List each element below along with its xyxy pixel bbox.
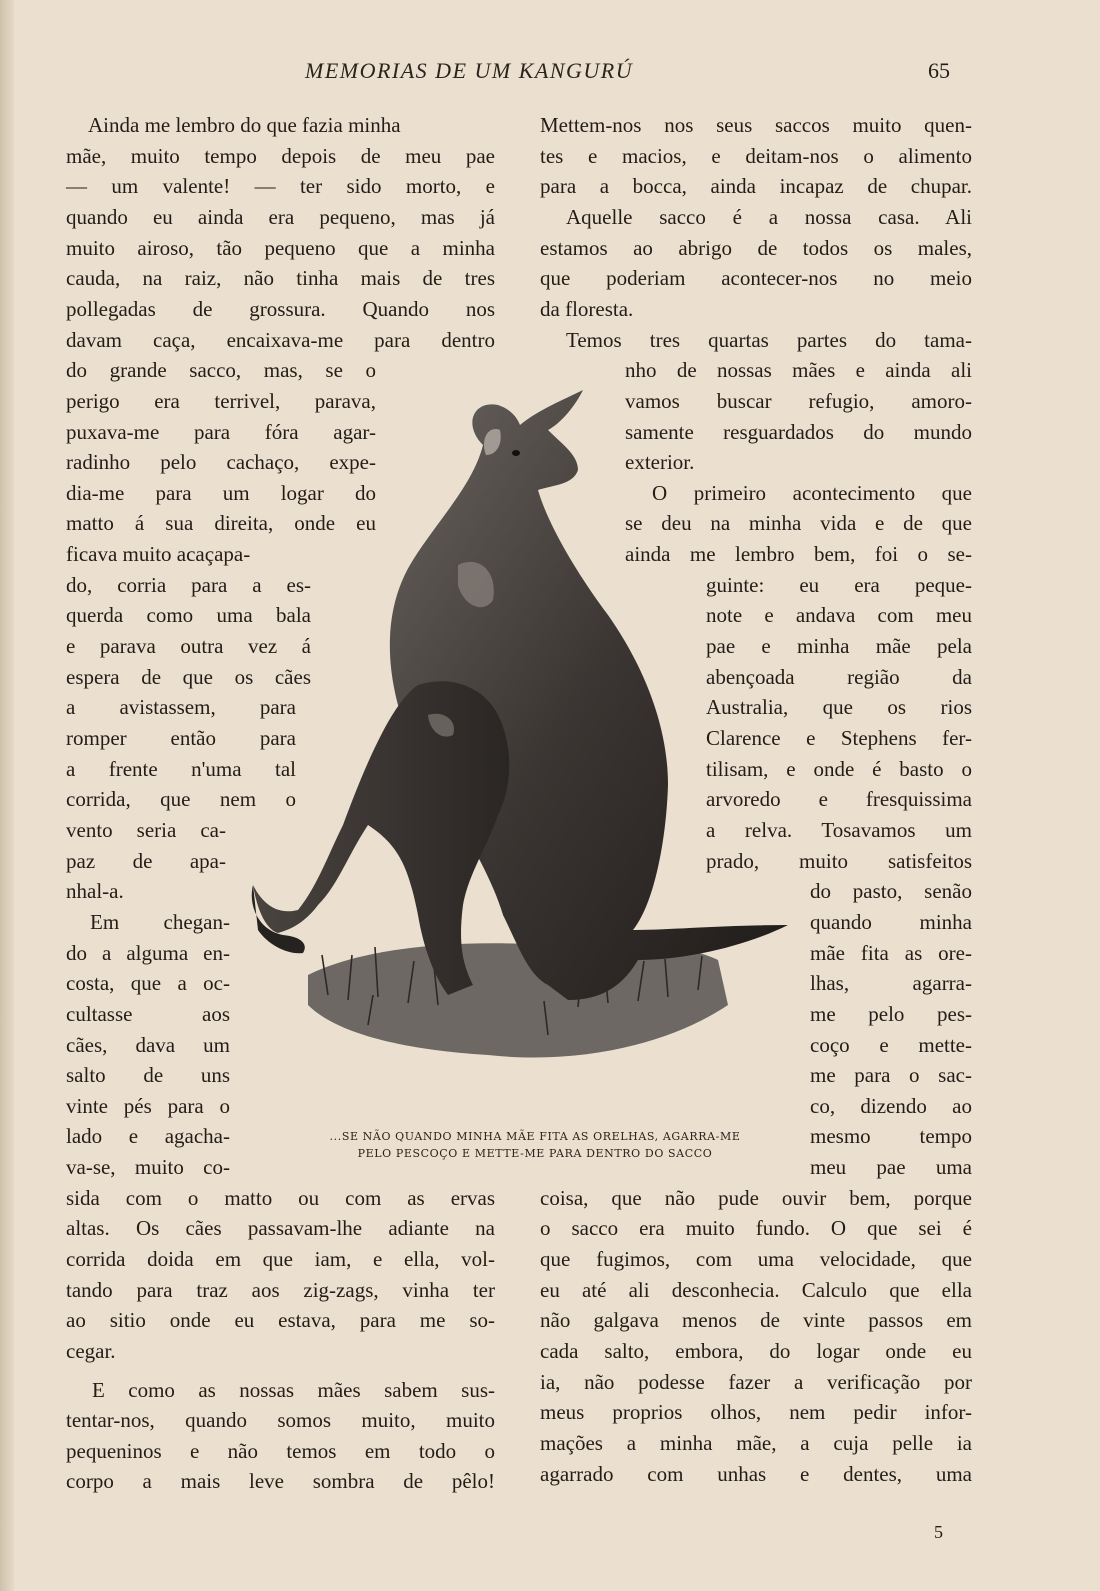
text-line-right: mãe fita as ore- <box>810 940 972 965</box>
text-line-right: arvoredo e fresquissima <box>706 787 972 812</box>
text-line-right: nho de nossas mães e ainda ali <box>625 358 972 383</box>
text-line-right: coço e mette- <box>810 1032 972 1057</box>
text-line-left: Em chegan- <box>90 909 230 934</box>
text-line-right: se deu na minha vida e de que <box>625 511 972 536</box>
text-line-right: da floresta. <box>540 296 634 321</box>
text-line-right: mações a minha mãe, a cuja pelle ia <box>540 1430 972 1455</box>
text-line-left: cães, dava um <box>66 1032 230 1057</box>
text-line-left: do grande sacco, mas, se o <box>66 358 376 383</box>
text-line-left: mãe, muito tempo depois de meu pae <box>66 143 495 168</box>
text-line-left: costa, que a oc- <box>66 971 230 996</box>
text-line-right: coisa, que não pude ouvir bem, porque <box>540 1185 972 1210</box>
page-edge <box>0 0 14 1591</box>
text-line-right: prado, muito satisfeitos <box>706 848 972 873</box>
text-line-left: querda como uma bala <box>66 603 311 628</box>
text-line-left: pequeninos e não temos em todo o <box>66 1439 495 1463</box>
text-line-right: para a bocca, ainda incapaz de chupar. <box>540 174 972 199</box>
page-number: 65 <box>928 58 950 83</box>
caption-line: ...SE NÃO QUANDO MINHA MÃE FITA AS ORELHAS, AGARRA-ME <box>329 1130 741 1143</box>
text-line-left: vinte pés para o <box>66 1093 230 1118</box>
text-line-right: o sacco era muito fundo. O que sei é <box>540 1216 972 1241</box>
caption-line: PELO PESCOÇO E METTE-ME PARA DENTRO DO SACCO <box>357 1147 713 1160</box>
text-line-right: ainda me lembro bem, foi o se- <box>625 542 972 567</box>
text-line-left: tentar-nos, quando somos muito, muito <box>66 1408 495 1432</box>
text-line-left: a avistassem, para <box>66 695 296 720</box>
text-line-left: romper então para <box>66 726 296 750</box>
text-line-right: co, dizendo ao <box>810 1093 972 1118</box>
text-line-right: Temos tres quartas partes do tama- <box>566 327 972 352</box>
text-line-left: vento seria ca- <box>66 817 226 842</box>
text-line-left: radinho pelo cachaço, expe- <box>66 450 376 475</box>
text-line-right: a relva. Tosavamos um <box>706 817 972 842</box>
text-line-right: Australia, que os rios <box>706 695 972 720</box>
text-line-left: salto de uns <box>66 1063 230 1088</box>
text-line-right: do pasto, senão <box>810 879 972 904</box>
text-line-left: puxava-me para fóra agar- <box>66 419 376 444</box>
text-line-right: que poderiam acontecer-nos no meio <box>540 266 972 291</box>
text-line-right: estamos ao abrigo de todos os males, <box>540 235 972 260</box>
text-line-left: espera de que os cães <box>66 664 311 689</box>
text-line-right: vamos buscar refugio, amoro- <box>625 388 972 413</box>
text-line-right: samente resguardados do mundo <box>625 419 972 444</box>
text-line-left: nhal-a. <box>66 879 124 904</box>
text-line-right: guinte: eu era peque- <box>706 572 972 597</box>
text-line-right: lhas, agarra- <box>810 971 972 996</box>
text-line-left: do, corria para a es- <box>66 572 311 597</box>
text-line-left: — um valente! — ter sido morto, e <box>66 174 495 199</box>
text-line-right: ia, não podesse fazer a verificação por <box>540 1369 972 1394</box>
text-line-left: cultasse aos <box>66 1001 230 1026</box>
text-line-left: e parava outra vez á <box>66 634 311 659</box>
text-line-left: matto á sua direita, onde eu <box>66 511 376 536</box>
figure-caption <box>300 1128 770 1162</box>
text-line-right: que fugimos, com uma velocidade, que <box>540 1247 972 1272</box>
signature-mark: 5 <box>934 1522 943 1542</box>
kangaroo-illustration <box>248 385 798 1085</box>
text-line-right: exterior. <box>625 450 695 475</box>
text-line-left: tando para traz aos zig-zags, vinha ter <box>66 1277 495 1302</box>
text-line-left: ficava muito acaçapa- <box>66 542 251 567</box>
text-line-right: O primeiro acontecimento que <box>652 480 972 505</box>
text-line-right: note e andava com meu <box>706 603 972 628</box>
text-line-right: tilisam, e onde é basto o <box>706 756 972 781</box>
text-line-left: altas. Os cães passavam-lhe adiante na <box>66 1216 495 1241</box>
text-line-left: dia-me para um logar do <box>66 480 376 505</box>
text-line-right: Mettem-nos nos seus saccos muito quen- <box>540 113 972 137</box>
text-line-left: pollegadas de grossura. Quando nos <box>66 296 495 321</box>
text-line-left: E como as nossas mães sabem sus- <box>92 1378 495 1402</box>
text-line-right: tes e macios, e deitam-nos o alimento <box>540 143 972 168</box>
text-line-right: mesmo tempo <box>810 1124 972 1149</box>
text-line-right: cada salto, embora, do logar onde eu <box>540 1339 972 1363</box>
text-line-left: davam caça, encaixava-me para dentro <box>66 327 495 352</box>
text-line-right: abençoada região da <box>706 664 972 689</box>
text-line-left: cauda, na raiz, não tinha mais de tres <box>66 266 495 291</box>
text-line-left: lado e agacha- <box>66 1124 230 1149</box>
text-line-left: Ainda me lembro do que fazia minha <box>88 113 401 137</box>
text-line-right: não galgava menos de vinte passos em <box>540 1308 972 1333</box>
text-line-right: agarrado com unhas e dentes, uma <box>540 1461 972 1486</box>
text-line-left: corrida doida em que iam, e ella, vol- <box>66 1247 495 1272</box>
text-line-right: Clarence e Stephens fer- <box>706 726 972 750</box>
text-line-left: sida com o matto ou com as ervas <box>66 1185 495 1210</box>
text-line-right: pae e minha mãe pela <box>706 634 972 659</box>
text-line-right: quando minha <box>810 909 972 934</box>
text-line-left: a frente n'uma tal <box>66 756 296 781</box>
running-header <box>0 58 1100 88</box>
text-line-left: corrida, que nem o <box>66 787 296 812</box>
text-line-left: paz de apa- <box>66 848 226 873</box>
text-line-right: me pelo pes- <box>810 1001 972 1026</box>
text-line-left: va-se, muito co- <box>66 1155 230 1180</box>
text-line-left: do a alguma en- <box>66 940 230 965</box>
text-line-left: cegar. <box>66 1339 116 1363</box>
running-title: MEMORIAS DE UM KANGURÚ <box>305 58 634 83</box>
text-line-left: quando eu ainda era pequeno, mas já <box>66 204 495 229</box>
text-line-left: corpo a mais leve sombra de pêlo! <box>66 1469 495 1493</box>
text-line-right: meu pae uma <box>810 1155 972 1180</box>
text-line-right: eu até ali desconhecia. Calculo que ella <box>540 1277 972 1302</box>
text-line-left: ao sitio onde eu estava, para me so- <box>66 1308 495 1333</box>
text-line-right: me para o sac- <box>810 1063 972 1088</box>
text-line-right: meus proprios olhos, nem pedir infor- <box>540 1400 972 1425</box>
text-line-left: muito airoso, tão pequeno que a minha <box>66 235 495 260</box>
text-line-right: Aquelle sacco é a nossa casa. Ali <box>566 204 972 229</box>
text-line-left: perigo era terrivel, parava, <box>66 388 376 413</box>
